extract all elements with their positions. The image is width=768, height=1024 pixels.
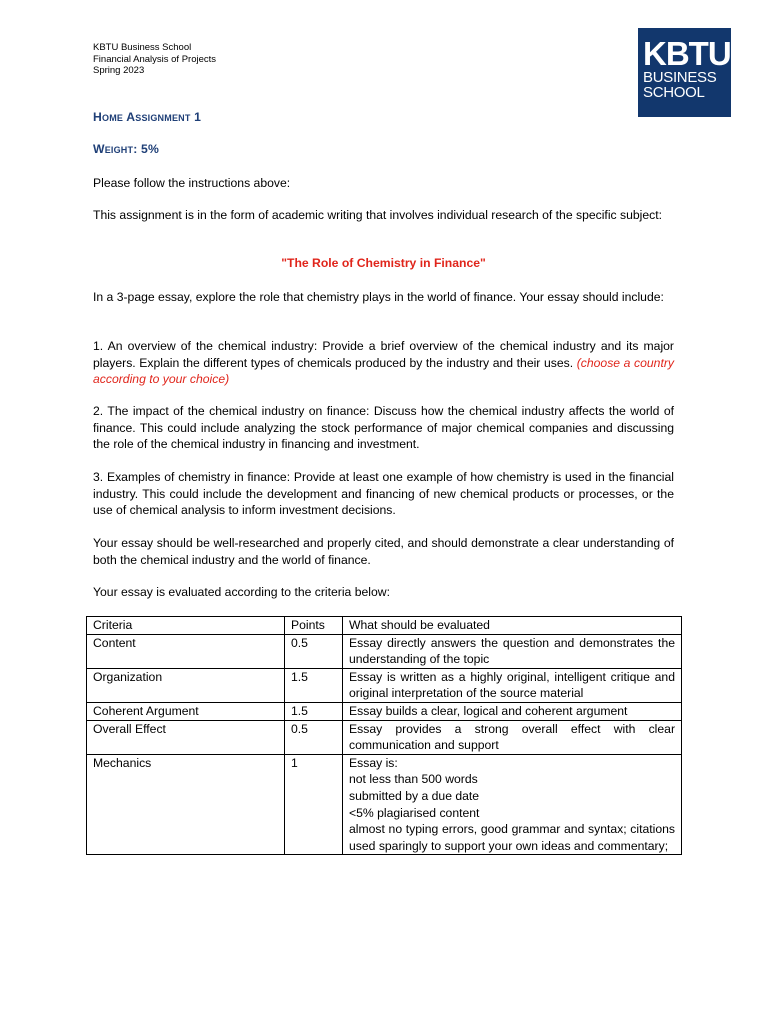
mechanics-line: almost no typing errors, good grammar and syntax; citations used sparingly to support your own ideas and commentary; bbox=[349, 822, 675, 853]
header-criteria: Criteria bbox=[87, 617, 285, 635]
table-row bbox=[87, 702, 682, 720]
table-header-row bbox=[87, 617, 682, 635]
intro-paragraph: This assignment is in the form of academic writing that involves individual research of the specific subject: bbox=[93, 208, 663, 222]
table-row bbox=[87, 668, 682, 702]
row-desc: Essay directly answers the question and demonstrates the understanding of the topic bbox=[343, 634, 682, 668]
mechanics-line: submitted by a due date bbox=[349, 788, 480, 803]
row-criteria: Coherent Argument bbox=[87, 702, 285, 720]
row-criteria: Mechanics bbox=[87, 754, 285, 855]
row-points: 0.5 bbox=[285, 634, 343, 668]
row-desc: Essay provides a strong overall effect with clear communication and support bbox=[343, 720, 682, 754]
school-name: KBTU Business School bbox=[93, 42, 192, 53]
row-criteria: Overall Effect bbox=[87, 720, 285, 754]
document-header bbox=[93, 42, 216, 77]
essay-topic: "The Role of Chemistry in Finance" bbox=[281, 256, 486, 270]
closing-paragraph: Your essay should be well-researched and properly cited, and should demonstrate a clear understanding of both the chemical industry and the world of finance. bbox=[93, 536, 674, 567]
row-criteria: Content bbox=[87, 634, 285, 668]
table-row-mechanics bbox=[87, 754, 682, 855]
course-name: Financial Analysis of Projects bbox=[93, 53, 217, 65]
row-desc: Essay builds a clear, logical and coherent argument bbox=[343, 702, 682, 720]
row-desc: Essay is written as a highly original, intelligent critique and original interpretation of the source material bbox=[343, 668, 682, 702]
weight: Weight: 5% bbox=[93, 142, 160, 156]
point-1-note: (choose a country according to your choice) bbox=[93, 355, 674, 387]
row-points: 0.5 bbox=[285, 720, 343, 754]
logo-line-2: BUSINESS bbox=[643, 69, 717, 86]
instructions: Please follow the instructions above: bbox=[93, 176, 291, 190]
header-points: Points bbox=[285, 617, 343, 635]
logo-line-3: SCHOOL bbox=[643, 84, 705, 101]
row-criteria: Organization bbox=[87, 668, 285, 702]
point-2: 2. The impact of the chemical industry on finance: Discuss how the chemical industry affects the world of finance. This could include analyzing the stock performance of major chemical companies and discussing the role of the chemical industry in financing and investment. bbox=[93, 404, 674, 452]
row-points: 1 bbox=[285, 754, 343, 855]
kbtu-logo bbox=[638, 28, 731, 117]
term: Spring 2023 bbox=[93, 65, 145, 76]
criteria-table bbox=[86, 616, 682, 855]
essay-intro: In a 3-page essay, explore the role that chemistry plays in the world of finance. Your essay should include: bbox=[93, 290, 664, 304]
mechanics-line: <5% plagiarised content bbox=[349, 805, 480, 820]
mechanics-line: not less than 500 words bbox=[349, 772, 478, 787]
row-desc bbox=[343, 754, 682, 855]
header-evaluated: What should be evaluated bbox=[343, 617, 682, 635]
point-1 bbox=[93, 338, 674, 388]
assignment-title: Home Assignment 1 bbox=[93, 110, 202, 124]
mechanics-line: Essay is: bbox=[349, 755, 398, 770]
logo-line-1: KBTU bbox=[643, 35, 731, 72]
table-row bbox=[87, 720, 682, 754]
point-1-text: 1. An overview of the chemical industry: Provide a brief overview of the chemical industry and its major players. Explain the different types of chemicals produced by the industry and their uses. bbox=[93, 339, 674, 370]
row-points: 1.5 bbox=[285, 668, 343, 702]
row-points: 1.5 bbox=[285, 702, 343, 720]
table-row bbox=[87, 634, 682, 668]
criteria-intro: Your essay is evaluated according to the criteria below: bbox=[93, 585, 390, 599]
point-3: 3. Examples of chemistry in finance: Provide at least one example of how chemistry is used in the financial industry. This could include the development and financing of new chemical products or processes, or the use of chemical analysis to inform investment decisions. bbox=[93, 470, 674, 518]
